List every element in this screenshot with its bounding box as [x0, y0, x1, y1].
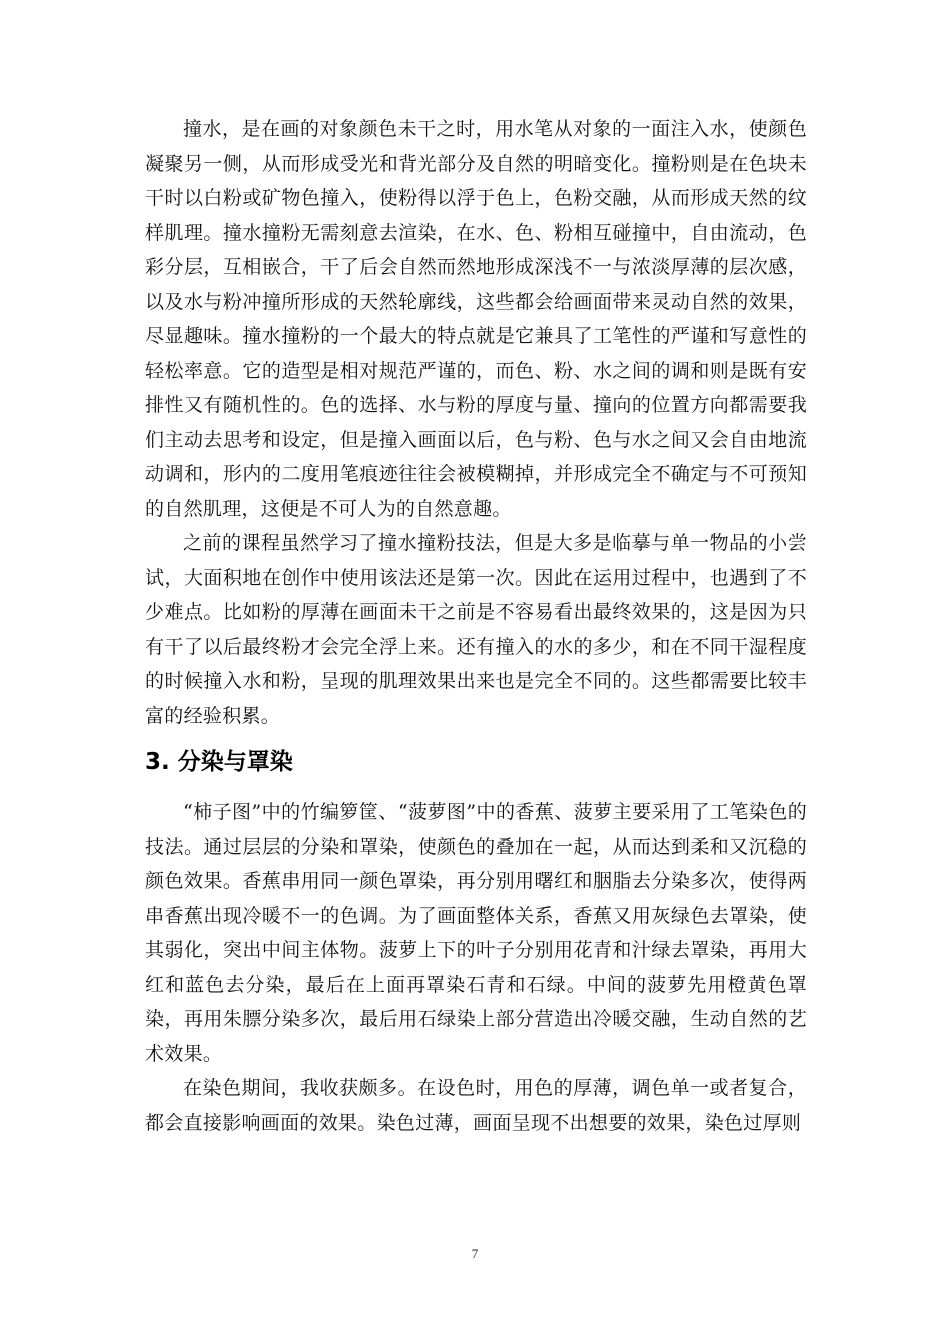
section-heading: 3. 分染与罩染: [145, 749, 293, 775]
paragraph-dyeing-experience: 在染色期间，我收获颇多。在设色时，用色的厚薄，调色单一或者复合，都会直接影响画面的效果。染色过薄，画面呈现不出想要的效果，染色过厚则: [145, 1077, 807, 1134]
paragraph-technique-difficulties: 之前的课程虽然学习了撞水撞粉技法，但是大多是临摹与单一物品的小尝试，大面积地在创作中使用该法还是第一次。因此在运用过程中，也遇到了不少难点。比如粉的厚薄在画面未干之前是不容易看出最终效果的，这是因为只有干了以后最终粉才会完全浮上来。还有撞入的水的多少，和在不同干湿程度的时候撞入水和粉，呈现的肌理效果出来也是完全不同的。这些都需要比较丰富的经验积累。: [145, 532, 807, 727]
paragraph-dyeing-technique: “柿子图”中的竹编箩筐、“菠萝图”中的香蕉、菠萝主要采用了工笔染色的技法。通过层层的分染和罩染，使颜色的叠加在一起，从而达到柔和又沉稳的颜色效果。香蕉串用同一颜色罩染，再分别用曙红和胭脂去分染多次，使得两串香蕉出现冷暖不一的色调。为了画面整体关系，香蕉又用灰绿色去罩染，使其弱化，突出中间主体物。菠萝上下的叶子分别用花青和汁绿去罩染，再用大红和蓝色去分染，最后在上面再罩染石青和石绿。中间的菠萝先用橙黄色罩染，再用朱膘分染多次，最后用石绿染上部分营造出冷暖交融，生动自然的艺术效果。: [145, 801, 807, 1065]
page-number: 7: [471, 1246, 479, 1261]
paragraph-water-powder-technique: 撞水，是在画的对象颜色未干之时，用水笔从对象的一面注入水，使颜色凝聚另一侧，从而形成受光和背光部分及自然的明暗变化。撞粉则是在色块未干时以白粉或矿物色撞入，使粉得以浮于色上，色粉交融，从而形成天然的纹样肌理。撞水撞粉无需刻意去渲染，在水、色、粉相互碰撞中，自由流动，色彩分层，互相嵌合，干了后会自然而然地形成深浅不一与浓淡厚薄的层次感，以及水与粉冲撞所形成的天然轮廓线，这些都会给画面带来灵动自然的效果，尽显趣味。撞水撞粉的一个最大的特点就是它兼具了工笔性的严谨和写意性的轻松率意。它的造型是相对规范严谨的，而色、粉、水之间的调和则是既有安排性又有随机性的。色的选择、水与粉的厚度与量、撞向的位置方向都需要我们主动去思考和设定，但是撞入画面以后，色与粉、色与水之间又会自由地流动调和，形内的二度用笔痕迹往往会被模糊掉，并形成完全不确定与不可预知的自然肌理，这便是不可人为的自然意趣。: [145, 118, 807, 520]
page-body: [145, 112, 807, 1140]
